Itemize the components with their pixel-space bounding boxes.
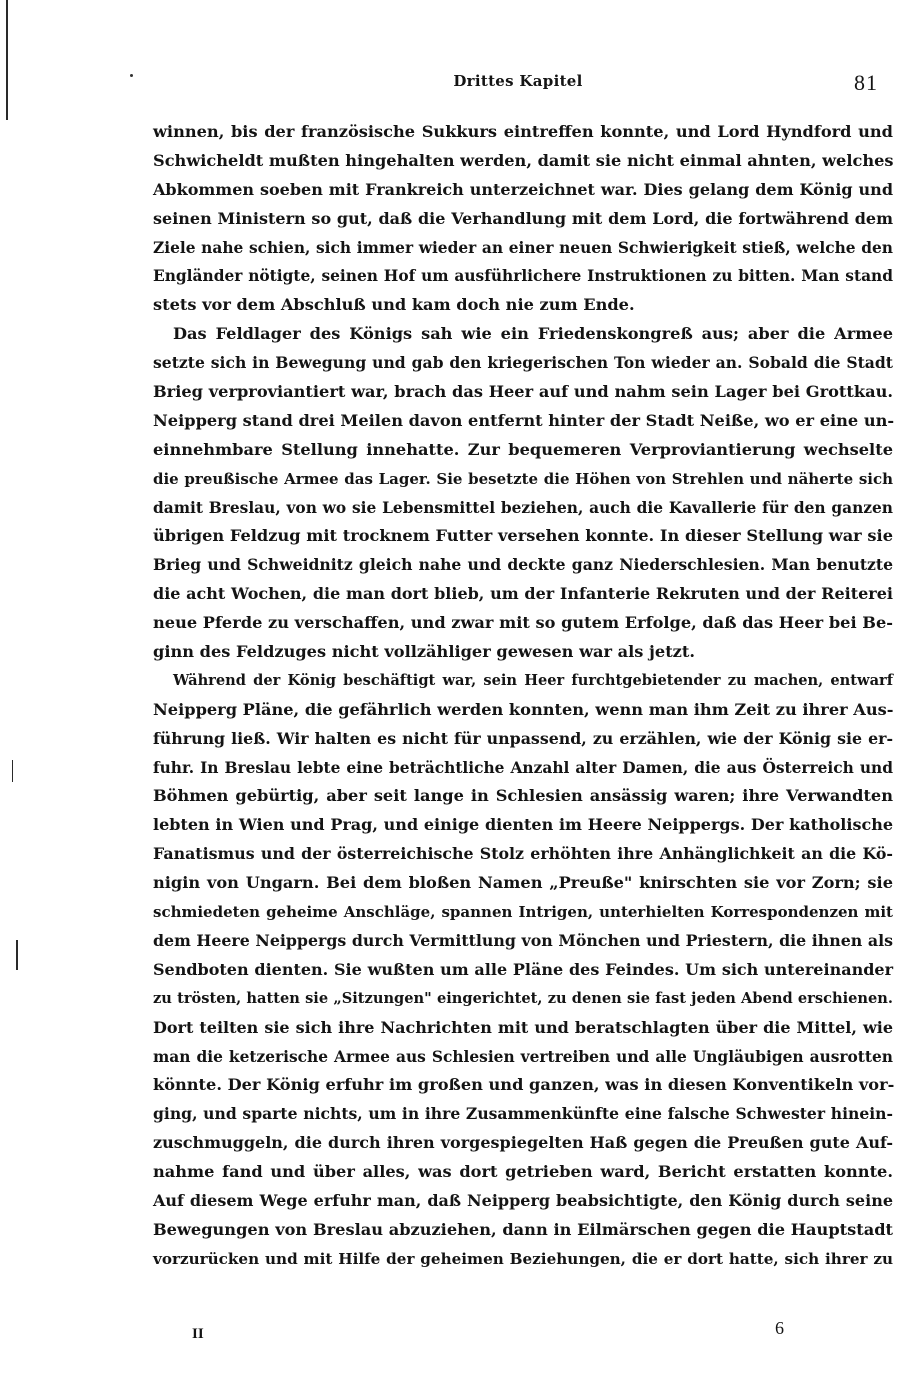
text-line: zuschmuggeln, die durch ihren vorgespiegelten Haß gegen die Preußen gute Auf-: [153, 1133, 893, 1153]
text-line: Das Feldlager des Königs sah wie ein Friedenskongreß aus; aber die Armee: [173, 324, 893, 344]
text-line: Schwicheldt mußten hingehalten werden, damit sie nicht einmal ahnten, welches: [153, 150, 894, 170]
text-line: Bewegungen von Breslau abzuziehen, dann in Eilmärschen gegen die Hauptstadt: [153, 1219, 893, 1239]
text-line: Brieg und Schweidnitz gleich nahe und deckte ganz Niederschlesien. Man benutzte: [153, 555, 893, 575]
text-line: die acht Wochen, die man dort blieb, um der Infanterie Rekruten und der Reiterei: [153, 584, 893, 604]
running-head: [0, 70, 900, 100]
page-footer: [0, 1318, 900, 1348]
text-line: setzte sich in Bewegung und gab den kriegerischen Ton wieder an. Sobald die Stadt: [153, 353, 893, 373]
text-line: Brieg verproviantiert war, brach das Heer auf und nahm sein Lager bei Grottkau.: [153, 382, 893, 402]
text-line: die preußische Armee das Lager. Sie besetzte die Höhen von Strehlen und näherte sich: [153, 469, 893, 488]
text-line: könnte. Der König erfuhr im großen und ganzen, was in diesen Konventikeln vor-: [153, 1075, 895, 1095]
text-line: Neipperg Pläne, die gefährlich werden konnten, wenn man ihm Zeit zu ihrer Aus-: [153, 699, 894, 719]
text-line: führung ließ. Wir halten es nicht für unpassend, zu erzählen, wie der König sie er-: [153, 728, 893, 748]
text-line: dem Heere Neippergs durch Vermittlung von Mönchen und Priestern, die ihnen als: [153, 930, 893, 950]
text-line: ging, und sparte nichts, um in ihre Zusammenkünfte eine falsche Schwester hinein-: [153, 1104, 893, 1124]
text-line: schmiedeten geheime Anschläge, spannen Intrigen, unterhielten Korrespondenzen mit: [153, 903, 893, 922]
text-line: ginn des Feldzuges nicht vollzähliger gewesen war als jetzt.: [153, 642, 695, 662]
text-line: Während der König beschäftigt war, sein Heer furchtgebietender zu machen, entwarf: [173, 671, 893, 689]
page-number: 81: [854, 70, 878, 95]
text-line: Neipperg stand drei Meilen davon entfernt hinter der Stadt Neiße, wo er eine un-: [153, 410, 895, 430]
text-line: Abkommen soeben mit Frankreich unterzeichnet war. Dies gelang dem König und: [153, 179, 893, 199]
scan-edge-mark: [12, 760, 13, 782]
printer-signature: II: [192, 1326, 204, 1342]
text-line: Fanatismus und der österreichische Stolz erhöhten ihre Anhänglichkeit an die Kö-: [153, 844, 893, 864]
text-line: neue Pferde zu verschaffen, und zwar mit so gutem Erfolge, daß das Heer bei Be-: [153, 613, 893, 633]
sheet-number: 6: [775, 1318, 784, 1338]
text-line: Engländer nötigte, seinen Hof um ausführlichere Instruktionen zu bitten. Man stand: [153, 267, 893, 286]
text-line: Sendboten dienten. Sie wußten um alle Pläne des Feindes. Um sich untereinander: [153, 959, 893, 979]
text-line: man die ketzerische Armee aus Schlesien vertreiben und alle Ungläubigen ausrotten: [153, 1047, 893, 1066]
text-line: Ziele nahe schien, sich immer wieder an einer neuen Schwierigkeit stieß, welche den: [153, 238, 893, 257]
text-line: winnen, bis der französische Sukkurs eintreffen konnte, und Lord Hyndford und: [153, 122, 893, 141]
text-line: damit Breslau, von wo sie Lebensmittel beziehen, auch die Kavallerie für den ganzen: [153, 498, 893, 517]
text-line: seinen Ministern so gut, daß die Verhandlung mit dem Lord, die fortwährend dem: [153, 208, 893, 228]
text-line: zu trösten, hatten sie „Sitzungen" eingerichtet, zu denen sie fast jeden Abend erschienen.: [153, 989, 893, 1007]
text-line: nahme fand und über alles, was dort getrieben ward, Bericht erstatten konnte.: [153, 1162, 893, 1182]
text-line: vorzurücken und mit Hilfe der geheimen Beziehungen, die er dort hatte, sich ihrer zu: [153, 1249, 893, 1268]
text-line: Böhmen gebürtig, aber seit lange in Schlesien ansässig waren; ihre Verwandten: [153, 786, 893, 806]
body-text: [153, 118, 893, 1274]
scan-edge-mark: [16, 940, 18, 970]
text-line: Auf diesem Wege erfuhr man, daß Neipperg beabsichtigte, den König durch seine: [153, 1190, 893, 1210]
scan-edge-mark: [6, 0, 8, 120]
text-line: übrigen Feldzug mit trocknem Futter versehen konnte. In dieser Stellung war sie: [153, 526, 893, 546]
text-line: stets vor dem Abschluß und kam doch nie zum Ende.: [153, 295, 635, 315]
text-line: nigin von Ungarn. Bei dem bloßen Namen „Preuße" knirschten sie vor Zorn; sie: [153, 873, 893, 893]
text-line: lebten in Wien und Prag, und einige dienten im Heere Neippergs. Der katholische: [153, 815, 893, 835]
running-title: Drittes Kapitel: [453, 72, 583, 90]
text-line: fuhr. In Breslau lebte eine beträchtliche Anzahl alter Damen, die aus Österreich und: [153, 758, 893, 777]
text-line: Dort teilten sie sich ihre Nachrichten mit und beratschlagten über die Mittel, wie: [153, 1017, 893, 1037]
text-line: einnehmbare Stellung innehatte. Zur bequemeren Verproviantierung wechselte: [153, 439, 893, 459]
